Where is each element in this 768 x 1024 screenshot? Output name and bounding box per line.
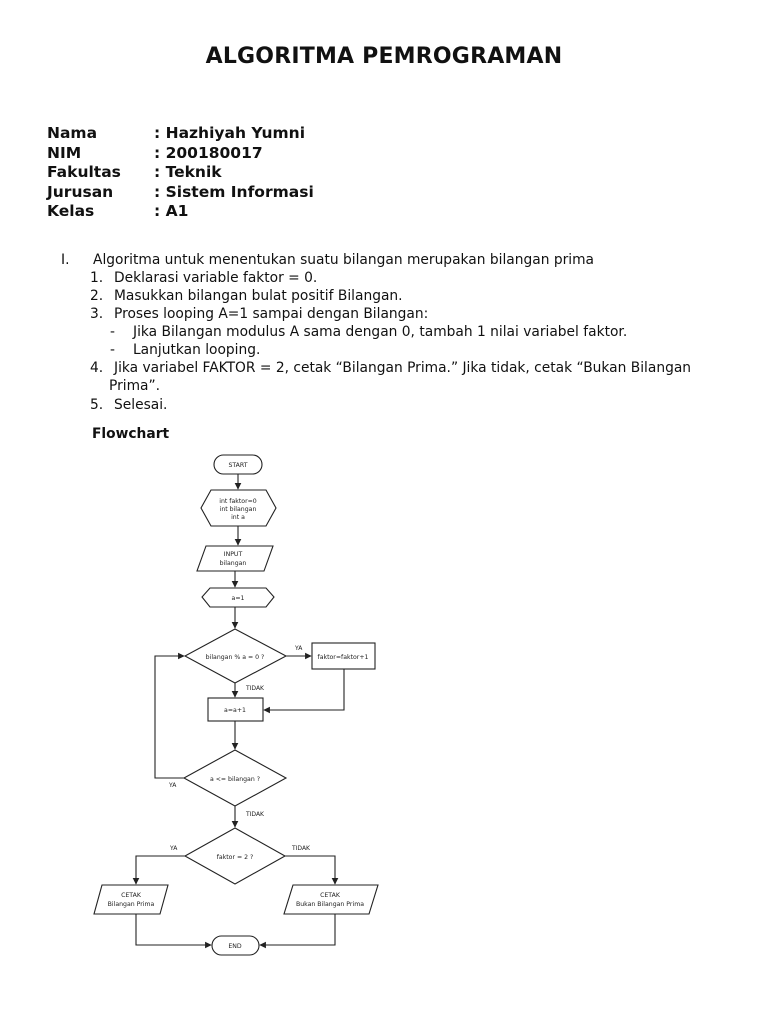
step-text: Proses looping A=1 sampai dengan Bilangan:	[114, 306, 429, 322]
step-number: 3.	[90, 306, 104, 322]
info-label: NIM	[47, 143, 82, 162]
substep-dash: -	[110, 324, 115, 340]
end-label: END	[228, 943, 242, 950]
decl-line: int bilangan	[219, 506, 257, 513]
step-text-continued: Prima”.	[109, 378, 161, 394]
arrow-prima-end	[136, 914, 211, 945]
arrow-bukan-end	[260, 914, 335, 945]
info-value: : Sistem Informasi	[154, 182, 314, 201]
section-heading: Algoritma untuk menentukan suatu bilangan merupakan bilangan prima	[93, 252, 594, 268]
ya-label: YA	[170, 845, 178, 852]
arrow-ya-prima	[136, 856, 185, 884]
decl-line: int a	[231, 514, 245, 521]
inca-label: a=a+1	[224, 707, 246, 714]
substep-dash: -	[110, 342, 115, 358]
input-line: bilangan	[219, 560, 247, 567]
info-value: : 200180017	[154, 143, 263, 162]
step-text: Jika variabel FAKTOR = 2, cetak “Bilangan Prima.” Jika tidak, cetak “Bukan Bilangan	[114, 360, 692, 376]
output-prima-parallelogram	[94, 885, 168, 914]
init-label: a=1	[231, 595, 245, 602]
cond2-label: a <= bilangan ?	[209, 776, 261, 783]
step-text: Selesai.	[114, 397, 168, 413]
ya-label: YA	[169, 782, 177, 789]
arrow-tidak-bukan	[285, 856, 335, 884]
step-text: Deklarasi variable faktor = 0.	[114, 270, 318, 286]
decl-line: int faktor=0	[219, 498, 257, 505]
input-line: INPUT	[223, 551, 243, 558]
tidak-label: TIDAK	[292, 845, 310, 852]
page-title: ALGORITMA PEMROGRAMAN	[205, 44, 563, 69]
substep-text: Jika Bilangan modulus A sama dengan 0, tambah 1 nilai variabel faktor.	[133, 324, 628, 340]
out-bukan-line: CETAK	[320, 892, 340, 899]
info-value: : Teknik	[154, 163, 222, 182]
info-value: : Hazhiyah Yumni	[154, 124, 306, 142]
flowchart-heading: Flowchart	[92, 426, 170, 442]
step-number: 1.	[90, 270, 104, 286]
cond3-label: faktor = 2 ?	[216, 854, 254, 861]
step-number: 2.	[90, 288, 104, 304]
out-prima-line: Bilangan Prima	[107, 901, 155, 908]
step-number: 4.	[90, 360, 104, 376]
ya-label: YA	[295, 645, 303, 652]
info-label: Fakultas	[47, 163, 121, 182]
arrow-loop-back	[155, 656, 184, 778]
step-number: 5.	[90, 397, 104, 413]
section-numeral: I.	[61, 252, 70, 268]
input-parallelogram	[197, 546, 273, 571]
incfaktor-label: faktor=faktor+1	[317, 654, 369, 661]
info-label: Nama	[47, 124, 98, 142]
tidak-label: TIDAK	[246, 811, 264, 818]
info-label: Kelas	[47, 202, 95, 221]
step-text: Masukkan bilangan bulat positif Bilangan.	[114, 288, 403, 304]
start-label: START	[228, 462, 248, 469]
cond1-label: bilangan % a = 0 ?	[205, 654, 265, 661]
info-value: : A1	[154, 202, 189, 221]
arrow-faktor-inca	[264, 669, 344, 710]
output-bukan-parallelogram	[284, 885, 378, 914]
info-label: Jurusan	[47, 182, 114, 201]
substep-text: Lanjutkan looping.	[133, 342, 261, 358]
out-bukan-line: Bukan Bilangan Prima	[295, 901, 365, 908]
out-prima-line: CETAK	[121, 892, 141, 899]
tidak-label: TIDAK	[246, 685, 264, 692]
